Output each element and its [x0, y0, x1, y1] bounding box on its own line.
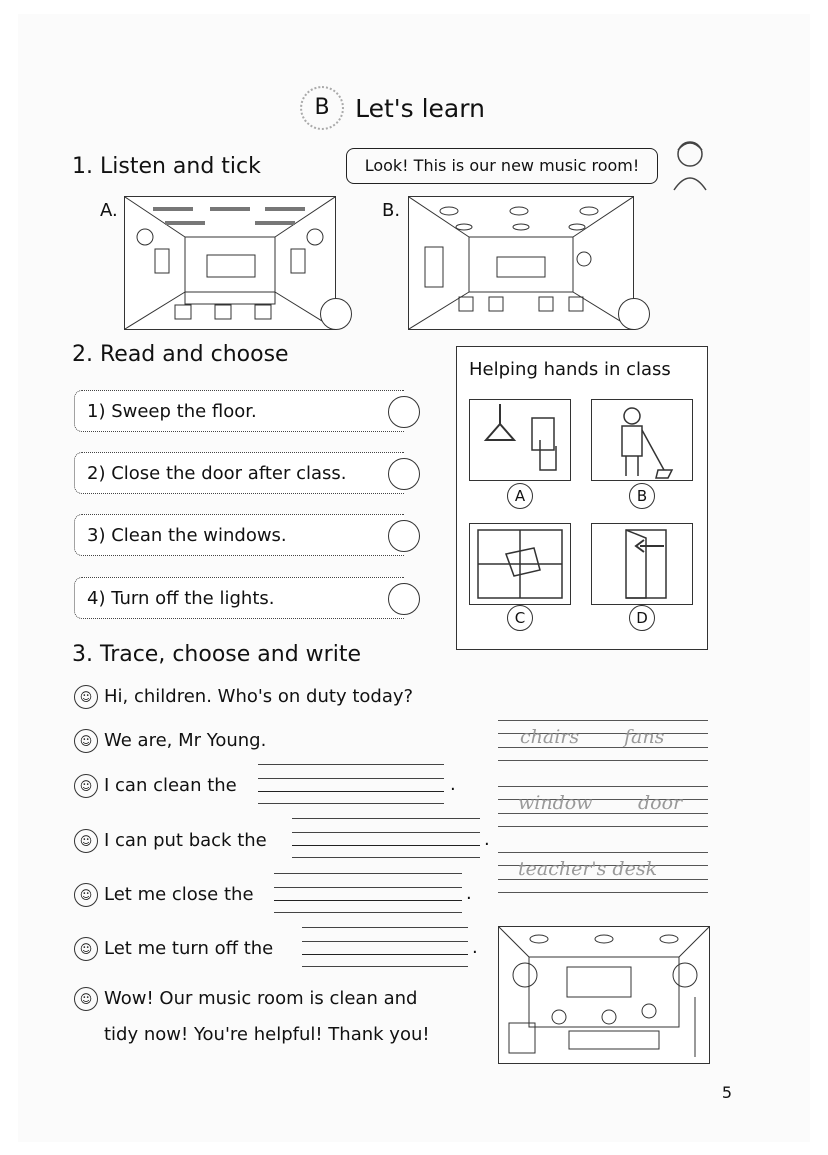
teacher-face-icon: ☺ [74, 685, 98, 709]
picture-b [591, 399, 693, 481]
trace-word-fans: fans [624, 726, 665, 748]
music-room-a-image [124, 196, 336, 330]
section1-title: 1. Listen and tick [72, 154, 261, 179]
letter-b: B [629, 483, 655, 509]
section3-title: 3. Trace, choose and write [72, 642, 361, 667]
dialogue-line-8: tidy now! You're helpful! Thank you! [104, 1024, 430, 1045]
panel-title: Helping hands in class [469, 359, 671, 380]
dialogue-line-1: ☺ Hi, children. Who's on duty today? [74, 685, 413, 709]
period-3: . [450, 774, 456, 795]
helping-hands-panel [456, 346, 708, 650]
period-6: . [472, 937, 478, 958]
tick-circle-a[interactable] [320, 298, 352, 330]
trace-word-door: door [638, 792, 683, 814]
choice-item-3: 3) Clean the windows. [74, 514, 404, 556]
window-cleaning-icon [470, 524, 570, 604]
choice-item-1: 1) Sweep the floor. [74, 390, 404, 432]
dialogue-line-6: ☺ Let me turn off the [74, 937, 273, 961]
answer-circle-3[interactable] [388, 520, 420, 552]
picture-d [591, 523, 693, 605]
speech-bubble: Look! This is our new music room! [346, 148, 658, 184]
write-line-6[interactable] [302, 927, 468, 967]
lamp-switch-icon [470, 400, 570, 480]
section-header [300, 86, 485, 130]
period-5: . [466, 883, 472, 904]
music-room-b-image [408, 196, 634, 330]
dialogue-line-4: ☺ I can put back the [74, 829, 267, 853]
word-bank-row-1 [498, 720, 708, 760]
trace-word-chairs: chairs [520, 726, 580, 748]
trace-word-teachers-desk: teacher's desk [518, 858, 658, 880]
period-4: . [484, 829, 490, 850]
letter-a: A [507, 483, 533, 509]
picture-a [469, 399, 571, 481]
write-line-3[interactable] [258, 764, 444, 804]
answer-circle-4[interactable] [388, 583, 420, 615]
picture-c [469, 523, 571, 605]
page-number: 5 [721, 1083, 732, 1102]
answer-circle-1[interactable] [388, 396, 420, 428]
clean-music-room-image [498, 926, 710, 1064]
choice-item-2: 2) Close the door after class. [74, 452, 404, 494]
girl-face-icon: ☺ [74, 829, 98, 853]
page-title: Let's learn [355, 93, 485, 123]
dialogue-line-5: ☺ Let me close the [74, 883, 254, 907]
children-faces-icon: ☺ [74, 729, 98, 753]
letter-c: C [507, 605, 533, 631]
boy-face-icon: ☺ [74, 883, 98, 907]
student-face-icon: ☺ [74, 774, 98, 798]
choice-item-4: 4) Turn off the lights. [74, 577, 404, 619]
word-bank-row-2 [498, 786, 708, 826]
teacher-icon [660, 136, 720, 192]
section2-title: 2. Read and choose [72, 342, 289, 367]
section-badge: B [300, 86, 344, 130]
answer-circle-2[interactable] [388, 458, 420, 490]
tick-circle-b[interactable] [618, 298, 650, 330]
dialogue-line-7: ☺ Wow! Our music room is clean and [74, 987, 417, 1011]
dialogue-line-3: ☺ I can clean the [74, 774, 237, 798]
write-line-5[interactable] [274, 873, 462, 913]
curly-boy-face-icon: ☺ [74, 937, 98, 961]
door-closing-icon [592, 524, 692, 604]
write-line-4[interactable] [292, 818, 480, 858]
teacher-face-icon-2: ☺ [74, 987, 98, 1011]
option-a-label: A. [100, 200, 118, 221]
option-b-label: B. [382, 200, 401, 221]
sweeping-person-icon [592, 400, 692, 480]
letter-d: D [629, 605, 655, 631]
word-bank-row-3 [498, 852, 708, 892]
dialogue-line-2: ☺ We are, Mr Young. [74, 729, 266, 753]
trace-word-window: window [518, 792, 593, 814]
